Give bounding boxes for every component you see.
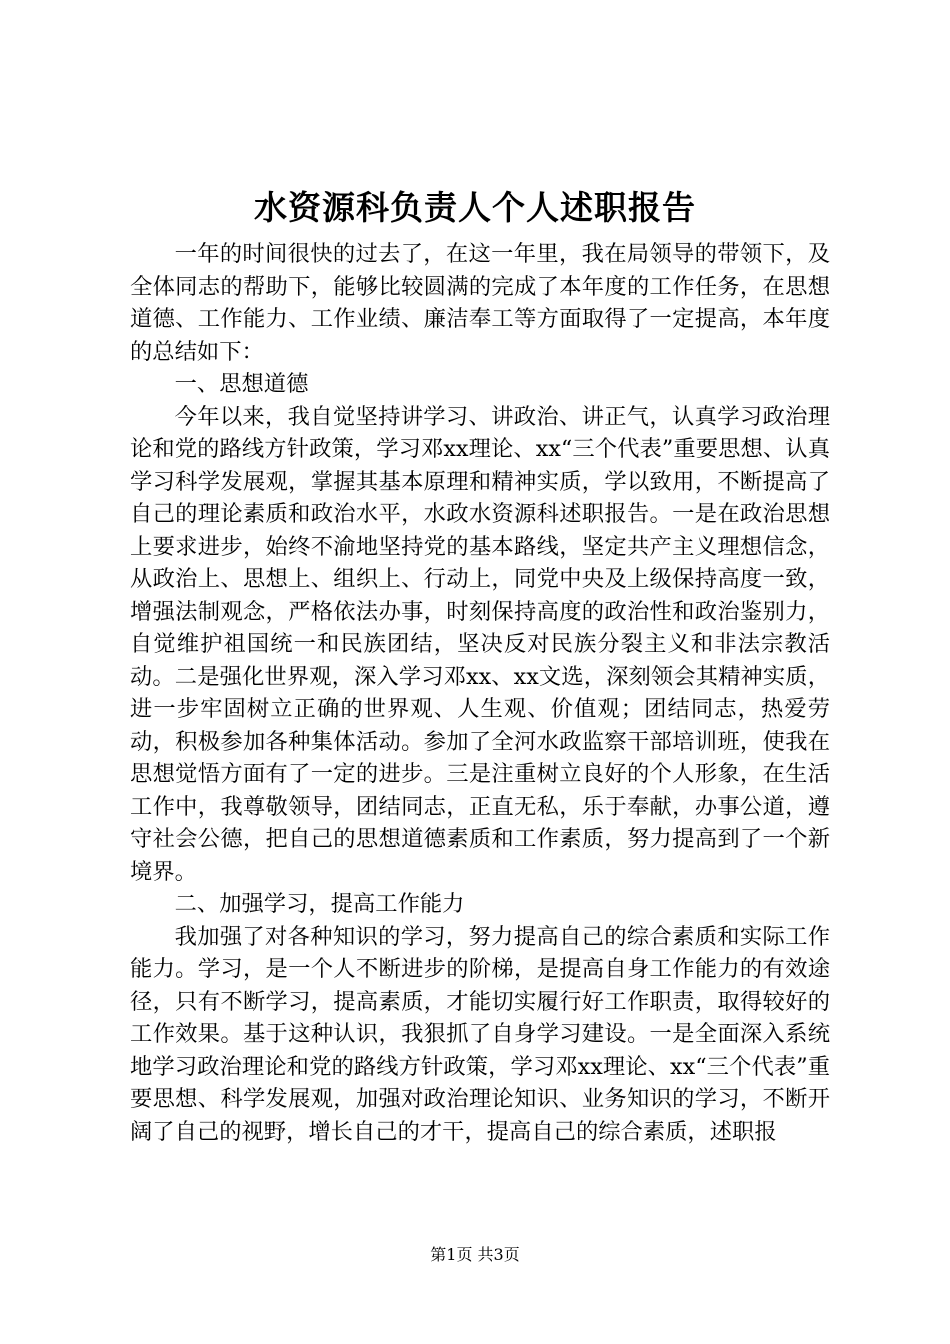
intro-paragraph: 一年的时间很快的过去了，在这一年里，我在局领导的带领下，及全体同志的帮助下，能够比较圆满的完成了本年度的工作任务，在思想道德、工作能力、工作业绩、廉洁奉工等方面取得了一定提高，本年度的总结如下： <box>130 241 830 365</box>
page-number-footer: 第1页 共3页 <box>430 1245 520 1264</box>
section-paragraph-1: 今年以来，我自觉坚持讲学习、讲政治、讲正气，认真学习政治理论和党的路线方针政策，学习邓xx理论、xx“三个代表”重要思想、认真学习科学发展观，掌握其基本原理和精神实质，学以致用，不断提高了自己的理论素质和政治水平，水政水资源科述职报告。一是在政治思想上要求进步，始终不渝地坚持党的基本路线，坚定共产主义理想信念，从政治上、思想上、组织上、行动上，同党中央及上级保持高度一致，增强法制观念，严格依法办事，时刻保持高度的政治性和政治鉴别力，自觉维护祖国统一和民族团结，坚决反对民族分裂主义和非法宗教活动。二是强化世界观，深入学习邓xx、xx文选，深刻领会其精神实质，进一步牢固树立正确的世界观、人生观、价值观；团结同志，热爱劳动，积极参加各种集体活动。参加了全河水政监察干部培训班，使我在思想觉悟方面有了一定的进步。三是注重树立良好的个人形象，在生活工作中，我尊敬领导，团结同志，正直无私，乐于奉献，办事公道，遵守社会公德，把自己的思想道德素质和工作素质，努力提高到了一个新境界。 <box>130 403 830 885</box>
section-heading-2: 二、加强学习，提高工作能力 <box>174 891 465 917</box>
document-title: 水资源科负责人个人述职报告 <box>254 188 696 227</box>
section-heading-1: 一、思想道德 <box>174 371 309 397</box>
section-paragraph-2: 我加强了对各种知识的学习，努力提高自己的综合素质和实际工作能力。学习，是一个人不断进步的阶梯，是提高自身工作能力的有效途径，只有不断学习，提高素质，才能切实履行好工作职责，取得较好的工作效果。基于这种认识，我狠抓了自身学习建设。一是全面深入系统地学习政治理论和党的路线方针政策，学习邓xx理论、xx“三个代表”重要思想、科学发展观，加强对政治理论知识、业务知识的学习，不断开阔了自己的视野，增长自己的才干，提高自己的综合素质，述职报 <box>130 923 830 1145</box>
document-body <box>130 238 830 1148</box>
